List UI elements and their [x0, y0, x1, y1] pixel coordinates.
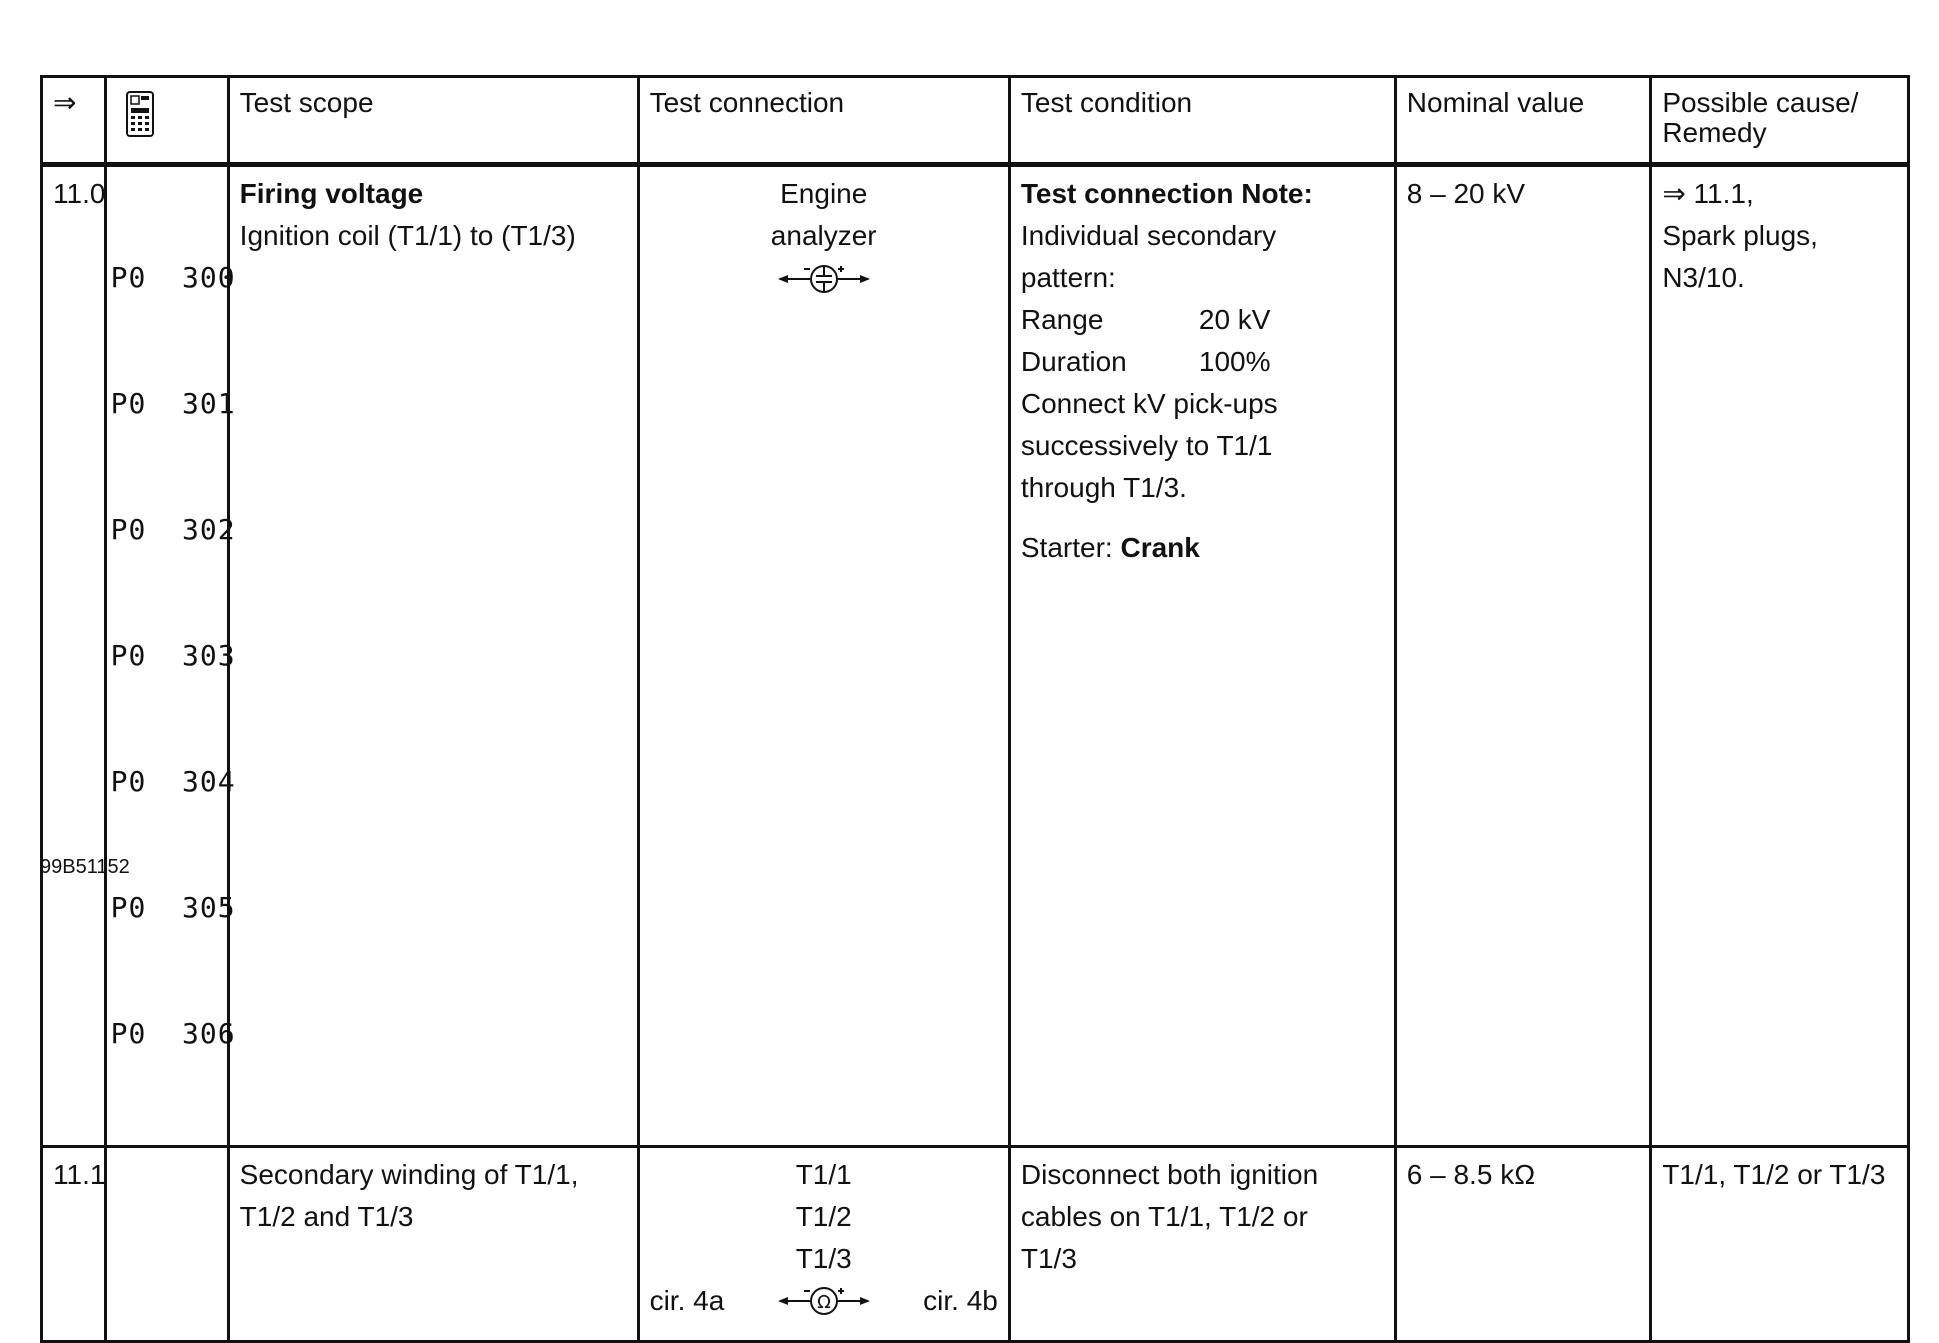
- condition-line: Individual secondary: [1020, 220, 1277, 251]
- cir-right: cir. 4b: [923, 1285, 998, 1316]
- ohm-connection-line: [650, 1280, 998, 1322]
- fault-code: P0 304: [110, 765, 236, 798]
- fault-code: P0 301: [110, 387, 236, 420]
- starter-value: Crank: [1120, 532, 1200, 563]
- test-connection: [638, 165, 1009, 1147]
- svg-text:Ω: Ω: [816, 1292, 831, 1313]
- test-condition: [1009, 1147, 1395, 1342]
- step-number: 11.0: [42, 165, 106, 1147]
- ohmmeter-icon: [774, 1283, 874, 1319]
- figure-code: 99B51152: [40, 856, 130, 878]
- header-nominal-value: Nominal value: [1395, 77, 1651, 165]
- nominal-value: 8 – 20 kV: [1395, 165, 1651, 1147]
- duration-line: [1021, 341, 1384, 383]
- header-possible-cause-line2: Remedy: [1662, 117, 1767, 148]
- table-row: [42, 165, 1909, 1147]
- scope-line: Secondary winding of T1/1,: [239, 1159, 579, 1190]
- duration-label: Duration: [1020, 346, 1127, 377]
- starter-label: Starter:: [1020, 532, 1113, 563]
- header-possible-cause-line1: Possible cause/: [1662, 87, 1859, 118]
- test-scope: [228, 165, 638, 1147]
- header-tester: [105, 77, 228, 165]
- scope-line: T1/2 and T1/3: [239, 1201, 414, 1232]
- connection-line: analyzer: [770, 220, 877, 251]
- connection-line: T1/2: [795, 1201, 852, 1232]
- cir-left: cir. 4a: [649, 1285, 725, 1316]
- fault-code: P0 305: [110, 891, 236, 924]
- fault-code: P0 303: [110, 639, 236, 672]
- capacitor-meter-icon: [774, 261, 874, 297]
- possible-cause: [1651, 165, 1909, 1147]
- cause-line: Spark plugs,: [1662, 220, 1818, 251]
- condition-line: pattern:: [1020, 262, 1116, 293]
- starter-line: [1021, 527, 1384, 569]
- connection-line: T1/3: [795, 1243, 852, 1274]
- fault-code: P0 306: [110, 1017, 236, 1050]
- condition-line: through T1/3.: [1020, 472, 1187, 503]
- nominal-value: 6 – 8.5 kΩ: [1395, 1147, 1651, 1342]
- possible-cause: T1/1, T1/2 or T1/3: [1651, 1147, 1909, 1342]
- connection-line: Engine: [780, 178, 868, 209]
- header-test-connection: Test connection: [638, 77, 1009, 165]
- scope-text: Ignition coil (T1/1) to (T1/3): [239, 220, 576, 251]
- range-value: 20 kV: [1198, 304, 1271, 335]
- header-possible-cause: [1651, 77, 1909, 165]
- test-condition: [1009, 165, 1395, 1147]
- condition-line: Connect kV pick-ups: [1020, 388, 1278, 419]
- condition-line: cables on T1/1, T1/2 or: [1020, 1201, 1308, 1232]
- header-arrow: ⇒: [42, 77, 106, 165]
- table-row: [42, 1147, 1909, 1342]
- table-header-row: [42, 77, 1909, 165]
- condition-line: successively to T1/1: [1020, 430, 1273, 461]
- range-line: [1021, 299, 1384, 341]
- range-label: Range: [1020, 304, 1104, 335]
- condition-line: T1/3: [1020, 1243, 1077, 1274]
- duration-value: 100%: [1198, 346, 1271, 377]
- fault-codes: [105, 165, 236, 1147]
- fault-code: P0 300: [110, 261, 236, 294]
- cause-line: ⇒ 11.1,: [1662, 178, 1754, 209]
- test-scope: [228, 1147, 638, 1342]
- test-connection: [638, 1147, 1009, 1342]
- tester-icon: [125, 90, 155, 138]
- diagnostic-table: [40, 75, 1910, 1343]
- fault-code: P0 302: [110, 513, 236, 546]
- scope-title: Firing voltage: [239, 178, 424, 209]
- fault-codes-empty: [105, 1147, 228, 1342]
- header-test-condition: Test condition: [1009, 77, 1395, 165]
- connection-line: T1/1: [795, 1159, 852, 1190]
- condition-title: Test connection Note:: [1020, 178, 1313, 209]
- step-number: 11.1: [42, 1147, 106, 1342]
- condition-line: Disconnect both ignition: [1020, 1159, 1319, 1190]
- cause-line: N3/10.: [1662, 262, 1745, 293]
- header-test-scope: Test scope: [228, 77, 638, 165]
